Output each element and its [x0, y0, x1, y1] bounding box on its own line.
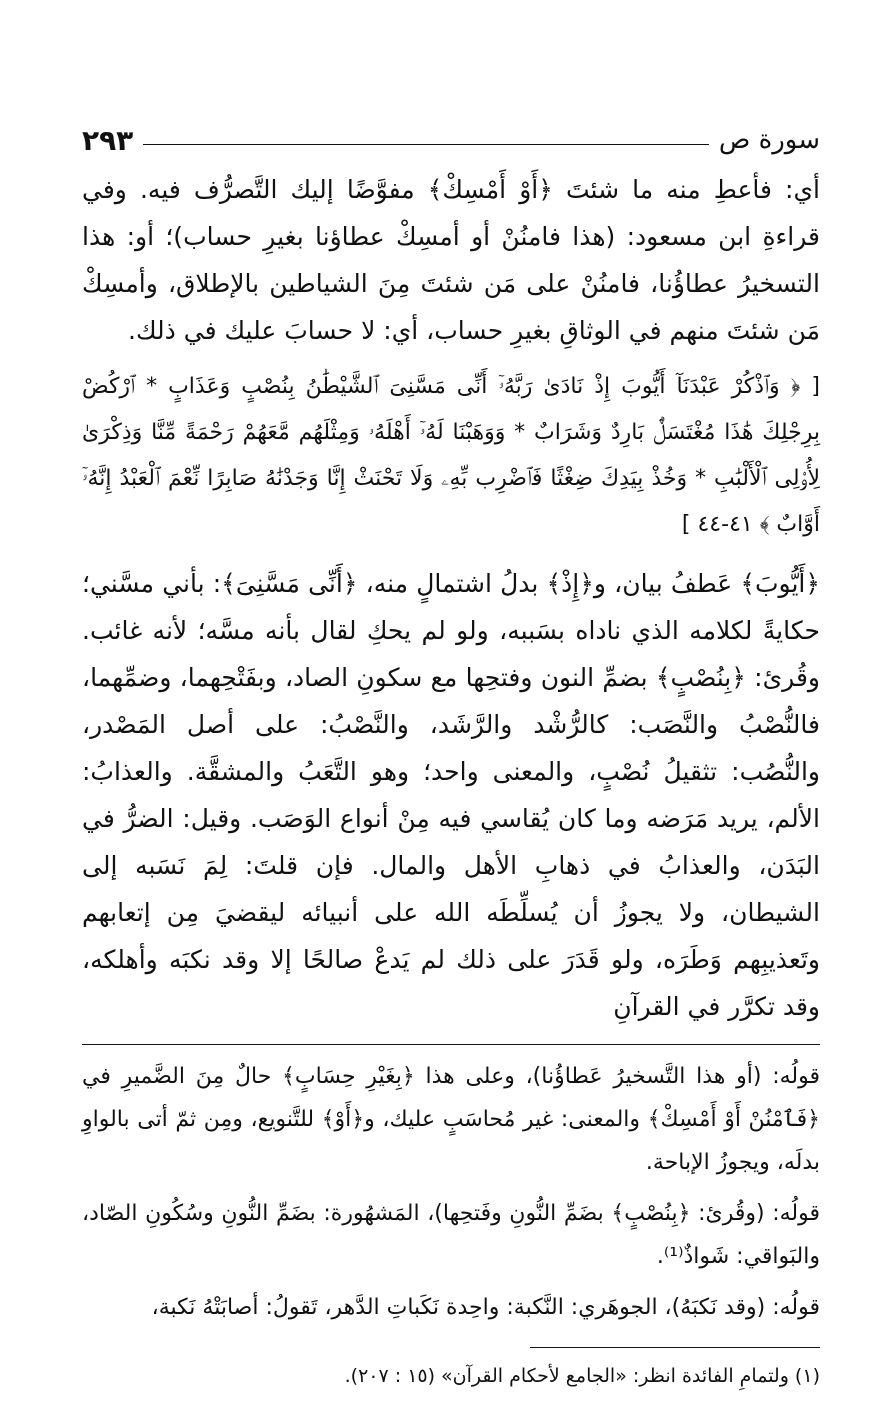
- section-divider: [82, 1044, 820, 1045]
- note-1: قولُه: (أو هذا التَّسخيرُ عَطاؤُنا)، وعلى هذا ﴿بِغَيْرِ حِسَابٍ﴾ حالٌ مِنَ الضَّميرِ في ﴿فَٱمْنُنْ أَوْ أَمْسِكْ﴾ والمعنى: غير مُحاسَبٍ عليك، و﴿أَوْ﴾ للتَّنويع، ومِن ثمّ أتى بالواوِ بدلَه، ويجوزُ الإباحة.: [82, 1064, 820, 1175]
- quran-verses: [ ﴿ وَٱذْكُرْ عَبْدَنَآ أَيُّوبَ إِذْ نَادَىٰ رَبَّهُۥٓ أَنِّى مَسَّنِىَ ٱلشَّيْطَٰنُ بِنُصْبٍ وَعَذَابٍ * ٱرْكُضْ بِرِجْلِكَ هَٰذَا مُغْتَسَلٌۢ بَارِدٌ وَشَرَابٌ * وَوَهَبْنَا لَهُۥٓ أَهْلَهُۥ وَمِثْلَهُم مَّعَهُمْ رَحْمَةً مِّنَّا وَذِكْرَىٰ لِأُو۟لِى ٱلْأَلْبَٰبِ * وَخُذْ بِيَدِكَ ضِغْثًا فَٱضْرِب بِّهِۦ وَلَا تَحْنَثْ إِنَّا وَجَدْنَٰهُ صَابِرًا نِّعْمَ ٱلْعَبْدُ إِنَّهُۥٓ أَوَّابٌ ﴾ ٤١-٤٤ ]: [82, 374, 820, 537]
- header-rule: [143, 144, 709, 145]
- note-2: قولُه: (وقُرئ: ﴿بِنُصْبٍ﴾ بضَمِّ النُّونِ وفَتحِها)، المَشهُورة: بضَمِّ النُّونِ وسُكُونِ الصّاد، والبَواقي: شَواذٌ⁽¹⁾.: [82, 1201, 820, 1269]
- page-header: [82, 118, 820, 162]
- main-commentary: [82, 166, 820, 1030]
- surah-title: سورة ص: [718, 125, 820, 155]
- paragraph-2: ﴿أَيُّوبَ﴾ عَطفُ بيان، و﴿إِذْ﴾ بدلُ اشتمالٍ منه، ﴿أَنِّى مَسَّنِىَ﴾: بأني مسَّني؛ حكايةً لكلامه الذي ناداه بسَببه، ولو لم يحكِ لقال بأنه مسَّه؛ لأنه غائب. وقُرئ: ﴿بِنُصْبٍ﴾ بضمِّ النون وفتحِها مع سكونِ الصاد، وبفَتْحِهما، وضمِّهما، فالنُّصْبُ والنَّصَب: كالرُّشْد والرَّشَد، والنَّصْبُ: على أصل المَصْدر، والنُّصُب: تثقيلُ نُصْبٍ، والمعنى واحد؛ وهو التَّعَبُ والمشقَّة. والعذابُ: الألم، يريد مَرَضه وما كان يُقاسي فيه مِنْ أنواع الوَصَب. وقيل: الضرُّ في البَدَن، والعذابُ في ذهابِ الأهل والمال. فإن قلتَ: لِمَ نَسَبه إلى الشيطان، ولا يجوزُ أن يُسلِّطَه الله على أنبيائه ليقضيَ مِن إتعابهم وتَعذيبِهم وَطَرَه، ولو قَدَرَ على ذلك لم يَدعْ صالحًا إلا وقد نكبَه وأهلكه، وقد تكرَّر في القرآنِ: [82, 569, 820, 1021]
- footnote-rule: [530, 1347, 820, 1348]
- note-3: قولُه: (وقد نَكبَهُ)، الجوهَري: النَّكبة: واحِدة نَكَباتِ الدَّهر، تَقولُ: أصابَتْهُ نَكبة،: [151, 1295, 820, 1320]
- page-content: [82, 118, 820, 1394]
- paragraph-1: أي: فأعطِ منه ما شئتَ ﴿أَوْ أَمْسِكْ﴾ مفوَّضًا إليك التَّصرُّف فيه. وفي قراءةِ ابن مسعود: (هذا فامنُنْ أو أمسِكْ عطاؤنا بغيرِ حساب)؛ أو: هذا التسخيرُ عطاؤُنا، فامنُنْ على مَن شئتَ مِنَ الشياطين بالإطلاق، وأمسِكْ مَن شئتَ منهم في الوثاقِ بغيرِ حساب، أي: لا حسابَ عليك في ذلك.: [82, 175, 820, 345]
- page-number: ٢٩٣: [82, 123, 134, 157]
- marginal-notes: [82, 1055, 820, 1329]
- footnote: (١) ولتمامِ الفائدة انظر: «الجامع لأحكام القرآن» (١٥ : ٢٠٧).: [344, 1365, 820, 1387]
